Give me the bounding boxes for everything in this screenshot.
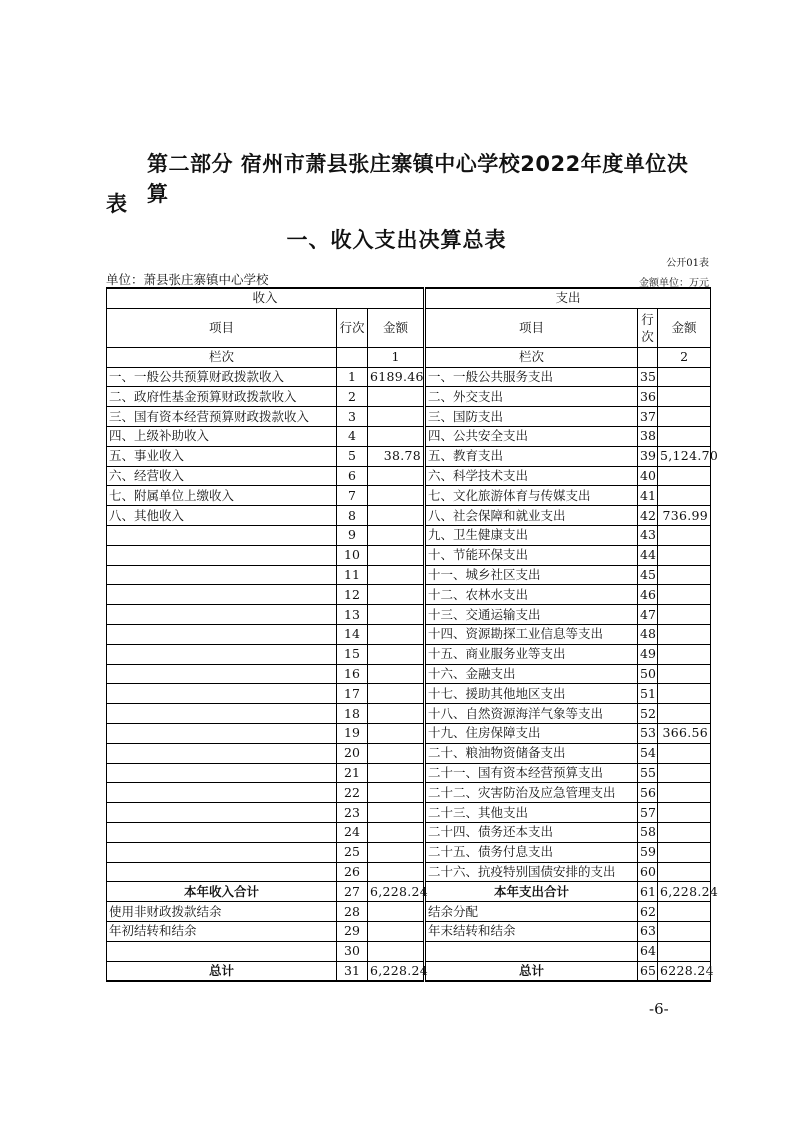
income-amount	[368, 822, 425, 842]
income-item	[107, 684, 337, 704]
income-item: 七、附属单位上缴收入	[107, 486, 337, 506]
income-row-number: 28	[337, 902, 368, 922]
income-amount	[368, 644, 425, 664]
table-row	[107, 525, 711, 545]
income-item	[107, 862, 337, 882]
table-row	[107, 763, 711, 783]
expense-item: 二十六、抗疫特别国债安排的支出	[425, 862, 638, 882]
table-row	[107, 426, 711, 446]
income-row-number: 5	[337, 446, 368, 466]
income-row-number: 13	[337, 605, 368, 625]
table-row	[107, 921, 711, 941]
table-row	[107, 486, 711, 506]
table-row	[107, 506, 711, 526]
income-section-header: 收入	[107, 288, 425, 308]
expense-item-header: 项目	[425, 308, 638, 347]
expense-amount	[658, 466, 711, 486]
income-item: 使用非财政拨款结余	[107, 902, 337, 922]
expense-row-number: 63	[638, 921, 658, 941]
expense-row-number: 51	[638, 684, 658, 704]
expense-item: 十、节能环保支出	[425, 545, 638, 565]
table-row	[107, 862, 711, 882]
income-row-number: 6	[337, 466, 368, 486]
expense-item: 七、文化旅游体育与传媒支出	[425, 486, 638, 506]
income-amount	[368, 902, 425, 922]
expense-row-number: 37	[638, 407, 658, 427]
expense-grand-total-row-number: 65	[638, 961, 658, 981]
empty-cell	[337, 347, 368, 367]
expense-row-number: 49	[638, 644, 658, 664]
income-amount	[368, 941, 425, 961]
income-item: 年初结转和结余	[107, 921, 337, 941]
income-item	[107, 664, 337, 684]
expense-row-number: 50	[638, 664, 658, 684]
income-row-number: 3	[337, 407, 368, 427]
expense-amount	[658, 585, 711, 605]
table-row	[107, 407, 711, 427]
expense-row-number: 43	[638, 525, 658, 545]
expense-amount	[658, 664, 711, 684]
expense-amount	[658, 644, 711, 664]
table-row	[107, 545, 711, 565]
expense-row-number: 62	[638, 902, 658, 922]
expense-item: 二十、粮油物资储备支出	[425, 743, 638, 763]
unit-label: 单位：萧县张庄寨镇中心学校	[106, 272, 269, 287]
income-amount	[368, 704, 425, 724]
income-expense-table	[106, 287, 719, 982]
income-amount	[368, 605, 425, 625]
expense-item: 十二、农林水支出	[425, 585, 638, 605]
income-amount	[368, 506, 425, 526]
income-item	[107, 723, 337, 743]
income-amount	[368, 842, 425, 862]
expense-row-number: 59	[638, 842, 658, 862]
income-row-number: 16	[337, 664, 368, 684]
expense-grand-total-amount: 6228.24	[658, 961, 711, 981]
income-row-number: 26	[337, 862, 368, 882]
income-total-amount: 6,228.24	[368, 882, 425, 902]
income-item: 一、一般公共预算财政拨款收入	[107, 367, 337, 387]
income-row-number: 19	[337, 723, 368, 743]
expense-item: 一、一般公共服务支出	[425, 367, 638, 387]
expense-item: 十八、自然资源海洋气象等支出	[425, 704, 638, 724]
income-grand-total-row-number: 31	[337, 961, 368, 981]
income-row-number: 8	[337, 506, 368, 526]
expense-amount	[658, 387, 711, 407]
income-item-header: 项目	[107, 308, 337, 347]
document-title-continued: 表	[106, 192, 127, 216]
income-amount	[368, 723, 425, 743]
income-amount	[368, 565, 425, 585]
column-label-row	[107, 347, 711, 367]
income-row-number: 7	[337, 486, 368, 506]
table-row	[107, 704, 711, 724]
expense-item: 二十四、债务还本支出	[425, 822, 638, 842]
income-item	[107, 704, 337, 724]
expense-item: 四、公共安全支出	[425, 426, 638, 446]
expense-total-label: 本年支出合计	[425, 882, 638, 902]
income-row-number: 21	[337, 763, 368, 783]
expense-amount	[658, 605, 711, 625]
expense-amount	[658, 902, 711, 922]
income-item	[107, 545, 337, 565]
expense-item	[425, 941, 638, 961]
expense-item: 五、教育支出	[425, 446, 638, 466]
income-grand-total-label: 总计	[107, 961, 337, 981]
table-row	[107, 446, 711, 466]
income-row-number: 11	[337, 565, 368, 585]
expense-amount: 5,124.70	[658, 446, 711, 466]
table-row	[107, 387, 711, 407]
income-row-number: 29	[337, 921, 368, 941]
expense-item: 八、社会保障和就业支出	[425, 506, 638, 526]
income-row-number: 10	[337, 545, 368, 565]
income-item	[107, 565, 337, 585]
income-amount	[368, 624, 425, 644]
amount-unit: 金额单位：万元	[639, 278, 709, 289]
expense-amount	[658, 704, 711, 724]
table-row	[107, 803, 711, 823]
expense-item: 六、科学技术支出	[425, 466, 638, 486]
income-item	[107, 525, 337, 545]
income-amount	[368, 486, 425, 506]
form-number: 公开01表	[666, 258, 709, 269]
expense-column-number: 2	[658, 347, 711, 367]
income-amount	[368, 684, 425, 704]
expense-item: 结余分配	[425, 902, 638, 922]
income-item	[107, 605, 337, 625]
document-title: 第二部分 宿州市萧县张庄寨镇中心学校2022年度单位决算	[147, 152, 689, 206]
expense-amount	[658, 822, 711, 842]
annual-total-row	[107, 882, 711, 902]
expense-amount-header: 金额	[658, 308, 711, 347]
income-amount	[368, 585, 425, 605]
expense-row-number: 52	[638, 704, 658, 724]
income-amount	[368, 763, 425, 783]
expense-amount	[658, 565, 711, 585]
expense-amount	[658, 525, 711, 545]
income-amount	[368, 426, 425, 446]
expense-row-number: 38	[638, 426, 658, 446]
column-header-row	[107, 308, 711, 347]
expense-grand-total-label: 总计	[425, 961, 638, 981]
income-grand-total-amount: 6,228.24	[368, 961, 425, 981]
income-row-number: 14	[337, 624, 368, 644]
expense-total-row-number: 61	[638, 882, 658, 902]
income-item	[107, 941, 337, 961]
income-amount	[368, 862, 425, 882]
income-amount	[368, 803, 425, 823]
expense-row-number: 54	[638, 743, 658, 763]
income-amount	[368, 743, 425, 763]
income-amount	[368, 466, 425, 486]
expense-row-number: 40	[638, 466, 658, 486]
expense-row-number: 48	[638, 624, 658, 644]
expense-amount	[658, 684, 711, 704]
expense-item: 十九、住房保障支出	[425, 723, 638, 743]
expense-amount	[658, 783, 711, 803]
expense-row-number: 56	[638, 783, 658, 803]
income-amount	[368, 407, 425, 427]
income-item	[107, 585, 337, 605]
table-row	[107, 664, 711, 684]
table-row	[107, 822, 711, 842]
expense-amount	[658, 921, 711, 941]
expense-item: 九、卫生健康支出	[425, 525, 638, 545]
table-row	[107, 624, 711, 644]
expense-item: 十一、城乡社区支出	[425, 565, 638, 585]
income-row-no-header: 行次	[337, 308, 368, 347]
expense-row-number: 35	[638, 367, 658, 387]
expense-section-header: 支出	[425, 288, 711, 308]
income-row-number: 24	[337, 822, 368, 842]
income-total-row-number: 27	[337, 882, 368, 902]
table-title: 一、收入支出决算总表	[286, 228, 507, 252]
expense-item: 二十一、国有资本经营预算支出	[425, 763, 638, 783]
income-amount: 38.78	[368, 446, 425, 466]
income-row-number: 17	[337, 684, 368, 704]
income-item	[107, 783, 337, 803]
income-amount	[368, 664, 425, 684]
income-amount	[368, 921, 425, 941]
expense-amount	[658, 842, 711, 862]
expense-row-number: 42	[638, 506, 658, 526]
expense-row-number: 58	[638, 822, 658, 842]
expense-amount	[658, 545, 711, 565]
table-row	[107, 941, 711, 961]
income-row-number: 9	[337, 525, 368, 545]
expense-row-no-header: 行 次	[638, 308, 658, 347]
expense-amount	[658, 367, 711, 387]
expense-row-number: 41	[638, 486, 658, 506]
expense-item: 十六、金融支出	[425, 664, 638, 684]
expense-item: 二十五、债务付息支出	[425, 842, 638, 862]
table-row	[107, 644, 711, 664]
income-item	[107, 803, 337, 823]
income-row-number: 1	[337, 367, 368, 387]
expense-amount	[658, 426, 711, 446]
expense-amount	[658, 486, 711, 506]
income-row-number: 30	[337, 941, 368, 961]
income-row-number: 23	[337, 803, 368, 823]
expense-row-number: 44	[638, 545, 658, 565]
table-row	[107, 367, 711, 387]
income-item	[107, 644, 337, 664]
expense-amount	[658, 763, 711, 783]
table-row	[107, 466, 711, 486]
income-item	[107, 822, 337, 842]
income-item: 四、上级补助收入	[107, 426, 337, 446]
table-row	[107, 783, 711, 803]
expense-row-number: 55	[638, 763, 658, 783]
expense-row-number: 64	[638, 941, 658, 961]
expense-column-label: 栏次	[425, 347, 638, 367]
expense-amount	[658, 862, 711, 882]
income-item	[107, 842, 337, 862]
expense-item: 三、国防支出	[425, 407, 638, 427]
expense-item: 十四、资源勘探工业信息等支出	[425, 624, 638, 644]
income-column-number: 1	[368, 347, 425, 367]
table-row	[107, 842, 711, 862]
expense-amount	[658, 803, 711, 823]
table-row	[107, 743, 711, 763]
expense-item: 二十二、灾害防治及应急管理支出	[425, 783, 638, 803]
expense-item: 十三、交通运输支出	[425, 605, 638, 625]
table-row	[107, 902, 711, 922]
income-amount-header: 金额	[368, 308, 425, 347]
expense-amount	[658, 624, 711, 644]
income-item: 八、其他收入	[107, 506, 337, 526]
page-number: -6-	[649, 1000, 669, 1018]
income-item	[107, 743, 337, 763]
income-item: 五、事业收入	[107, 446, 337, 466]
expense-item: 二、外交支出	[425, 387, 638, 407]
income-row-number: 25	[337, 842, 368, 862]
expense-row-number: 57	[638, 803, 658, 823]
section-header-row	[107, 288, 711, 308]
income-amount	[368, 525, 425, 545]
income-row-number: 4	[337, 426, 368, 446]
expense-row-number: 45	[638, 565, 658, 585]
expense-item: 二十三、其他支出	[425, 803, 638, 823]
expense-row-number: 36	[638, 387, 658, 407]
expense-amount	[658, 743, 711, 763]
income-row-number: 15	[337, 644, 368, 664]
income-amount: 6189.46	[368, 367, 425, 387]
table-row	[107, 684, 711, 704]
income-row-number: 2	[337, 387, 368, 407]
expense-item: 十七、援助其他地区支出	[425, 684, 638, 704]
table-row	[107, 605, 711, 625]
income-row-number: 20	[337, 743, 368, 763]
income-amount	[368, 387, 425, 407]
income-amount	[368, 545, 425, 565]
income-row-number: 12	[337, 585, 368, 605]
income-column-label: 栏次	[107, 347, 337, 367]
expense-amount	[658, 407, 711, 427]
table-row	[107, 723, 711, 743]
expense-row-number: 60	[638, 862, 658, 882]
empty-cell	[638, 347, 658, 367]
expense-amount: 366.56	[658, 723, 711, 743]
expense-row-number: 53	[638, 723, 658, 743]
table-row	[107, 585, 711, 605]
expense-row-number: 39	[638, 446, 658, 466]
expense-item: 十五、商业服务业等支出	[425, 644, 638, 664]
income-row-number: 18	[337, 704, 368, 724]
expense-amount: 736.99	[658, 506, 711, 526]
grand-total-row	[107, 961, 711, 981]
income-row-number: 22	[337, 783, 368, 803]
income-item	[107, 624, 337, 644]
income-total-label: 本年收入合计	[107, 882, 337, 902]
income-item: 二、政府性基金预算财政拨款收入	[107, 387, 337, 407]
expense-item: 年末结转和结余	[425, 921, 638, 941]
income-item	[107, 763, 337, 783]
expense-total-amount: 6,228.24	[658, 882, 711, 902]
expense-row-number: 47	[638, 605, 658, 625]
income-item: 六、经营收入	[107, 466, 337, 486]
income-amount	[368, 783, 425, 803]
expense-amount	[658, 941, 711, 961]
expense-row-number: 46	[638, 585, 658, 605]
table-row	[107, 565, 711, 585]
income-item: 三、国有资本经营预算财政拨款收入	[107, 407, 337, 427]
